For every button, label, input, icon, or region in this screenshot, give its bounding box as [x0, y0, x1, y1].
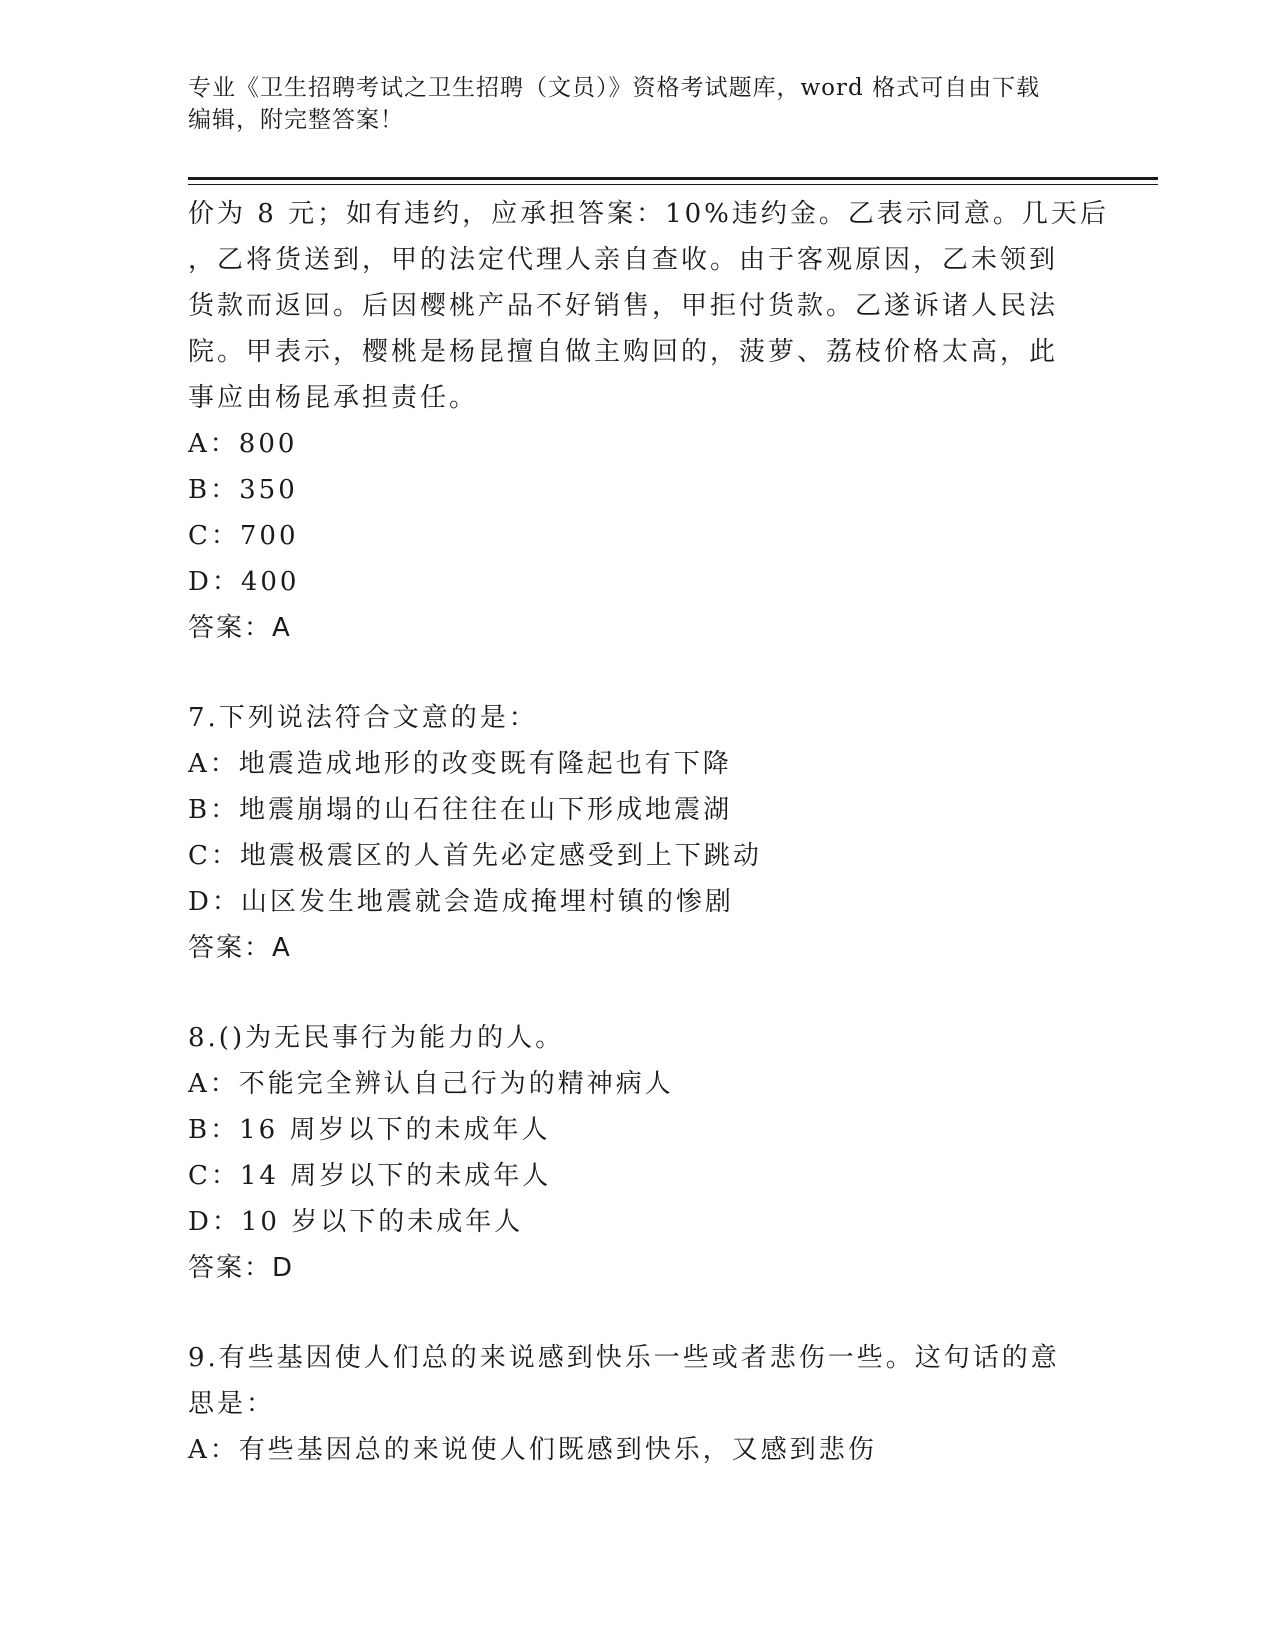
question-text: 7.下列说法符合文意的是：: [188, 703, 538, 733]
option-a: A：不能完全辨认自己行为的精神病人: [188, 1069, 674, 1099]
option-d: D：400: [188, 567, 300, 597]
answer-line: 答案：A: [188, 933, 292, 963]
question-text-line: 价为 8 元；如有违约，应承担答案：10%违约金。乙表示同意。几天后: [188, 199, 1109, 229]
question-text-line: 事应由杨昆承担责任。: [188, 383, 479, 413]
answer-line: 答案：D: [188, 1253, 295, 1283]
option-b: B：地震崩塌的山石往往在山下形成地震湖: [188, 795, 733, 825]
question-6-continuation: [188, 191, 1109, 651]
option-a: A：有些基因总的来说使人们既感到快乐，又感到悲伤: [188, 1435, 877, 1465]
question-text-line: 思是：: [188, 1389, 276, 1419]
question-text-line: 9.有些基因使人们总的来说感到快乐一些或者悲伤一些。这句话的意: [188, 1343, 1060, 1373]
question-text: 8.()为无民事行为能力的人。: [188, 1023, 565, 1053]
document-header: [188, 72, 1068, 136]
header-line-2: 编辑，附完整答案！: [188, 107, 404, 133]
question-9: [188, 1335, 1088, 1473]
question-7: [188, 695, 1088, 971]
question-8: [188, 1015, 1088, 1291]
question-text-line: 货款而返回。后因樱桃产品不好销售，甲拒付货款。乙遂诉诸人民法: [188, 291, 1059, 321]
header-rule-thick: [188, 177, 1158, 180]
option-a: A：地震造成地形的改变既有隆起也有下降: [188, 749, 732, 779]
header-line-1: 专业《卫生招聘考试之卫生招聘（文员）》资格考试题库，word 格式可自由下载: [188, 75, 1041, 101]
question-text-line: 院。甲表示，樱桃是杨昆擅自做主购回的，菠萝、荔枝价格太高，此: [188, 337, 1059, 367]
option-b: B：16 周岁以下的未成年人: [188, 1115, 551, 1145]
header-rule-thin: [188, 184, 1158, 185]
option-b: B：350: [188, 475, 298, 505]
option-c: C：700: [188, 521, 299, 551]
option-d: D：10 岁以下的未成年人: [188, 1207, 524, 1237]
answer-line: 答案：A: [188, 613, 292, 643]
option-c: C：14 周岁以下的未成年人: [188, 1161, 552, 1191]
option-d: D：山区发生地震就会造成掩埋村镇的惨剧: [188, 887, 734, 917]
document-body: [188, 191, 1109, 1473]
option-a: A：800: [188, 429, 298, 459]
option-c: C：地震极震区的人首先必定感受到上下跳动: [188, 841, 762, 871]
question-text-line: ，乙将货送到，甲的法定代理人亲自查收。由于客观原因，乙未领到: [188, 245, 1059, 275]
